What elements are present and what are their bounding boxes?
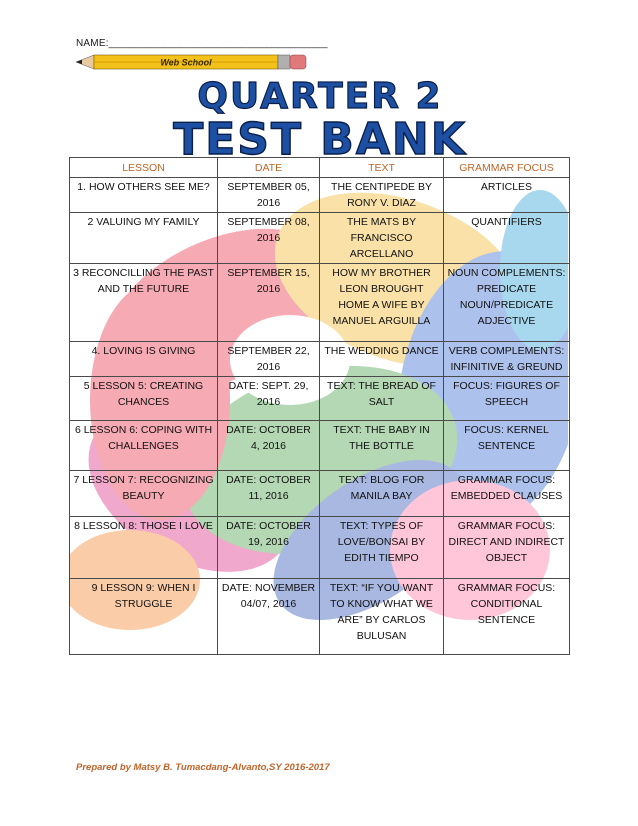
text-cell: TEXT: THE BREAD OF SALT: [320, 377, 444, 421]
text-cell: TEXT: BLOG FOR MANILA BAY: [320, 471, 444, 517]
grammar-focus-cell: ARTICLES: [444, 178, 570, 213]
grammar-focus-cell: FOCUS: FIGURES OF SPEECH: [444, 377, 570, 421]
table-row: [70, 178, 570, 213]
date-cell: SEPTEMBER 08, 2016: [218, 213, 320, 264]
lesson-cell: 9 LESSON 9: WHEN I STRUGGLE: [70, 579, 218, 655]
lesson-cell: 4. LOVING IS GIVING: [70, 342, 218, 377]
grammar-focus-cell: NOUN COMPLEMENTS: PREDICATE NOUN/PREDICATE ADJECTIVE: [444, 264, 570, 342]
grammar-focus-cell: QUANTIFIERS: [444, 213, 570, 264]
table-header-row: [70, 158, 570, 178]
table-row: [70, 342, 570, 377]
lesson-cell: 6 LESSON 6: COPING WITH CHALLENGES: [70, 421, 218, 471]
lesson-cell: 2 VALUING MY FAMILY: [70, 213, 218, 264]
date-cell: DATE: NOVEMBER 04/07, 2016: [218, 579, 320, 655]
column-header-text: TEXT: [320, 158, 444, 178]
lesson-cell: 8 LESSON 8: THOSE I LOVE: [70, 517, 218, 579]
pencil-logo: [76, 52, 308, 72]
column-header-lesson: LESSON: [70, 158, 218, 178]
text-cell: TEXT: TYPES OF LOVE/BONSAI BY EDITH TIEMPO: [320, 517, 444, 579]
test-bank-table: [69, 157, 570, 655]
table-row: [70, 421, 570, 471]
text-cell: THE CENTIPEDE BY RONY V. DIAZ: [320, 178, 444, 213]
title-line-2: TEST BANK: [173, 114, 467, 158]
date-cell: DATE: SEPT. 29, 2016: [218, 377, 320, 421]
lesson-cell: 3 RECONCILLING THE PAST AND THE FUTURE: [70, 264, 218, 342]
page-title: [120, 74, 520, 158]
lesson-cell: 7 LESSON 7: RECOGNIZING BEAUTY: [70, 471, 218, 517]
date-cell: SEPTEMBER 05, 2016: [218, 178, 320, 213]
table-row: [70, 471, 570, 517]
grammar-focus-cell: FOCUS: KERNEL SENTENCE: [444, 421, 570, 471]
date-cell: SEPTEMBER 15, 2016: [218, 264, 320, 342]
table-row: [70, 517, 570, 579]
grammar-focus-cell: VERB COMPLEMENTS: INFINITIVE & GREUND: [444, 342, 570, 377]
text-cell: THE MATS BY FRANCISCO ARCELLANO: [320, 213, 444, 264]
lesson-cell: 1. HOW OTHERS SEE ME?: [70, 178, 218, 213]
date-cell: SEPTEMBER 22, 2016: [218, 342, 320, 377]
grammar-focus-cell: GRAMMAR FOCUS: DIRECT AND INDIRECT OBJECT: [444, 517, 570, 579]
date-cell: DATE: OCTOBER 19, 2016: [218, 517, 320, 579]
grammar-focus-cell: GRAMMAR FOCUS: CONDITIONAL SENTENCE: [444, 579, 570, 655]
table-row: [70, 377, 570, 421]
grammar-focus-cell: GRAMMAR FOCUS: EMBEDDED CLAUSES: [444, 471, 570, 517]
text-cell: TEXT: “IF YOU WANT TO KNOW WHAT WE ARE” BY CARLOS BULUSAN: [320, 579, 444, 655]
title-line-1: QUARTER 2: [197, 76, 443, 117]
table-row: [70, 213, 570, 264]
date-cell: DATE: OCTOBER 11, 2016: [218, 471, 320, 517]
lesson-cell: 5 LESSON 5: CREATING CHANCES: [70, 377, 218, 421]
column-header-grammar-focus: GRAMMAR FOCUS: [444, 158, 570, 178]
text-cell: THE WEDDING DANCE: [320, 342, 444, 377]
text-cell: HOW MY BROTHER LEON BROUGHT HOME A WIFE BY MANUEL ARGUILLA: [320, 264, 444, 342]
table-row: [70, 264, 570, 342]
column-header-date: DATE: [218, 158, 320, 178]
table-row: [70, 579, 570, 655]
pencil-logo-text: Web School: [160, 57, 212, 68]
text-cell: TEXT: THE BABY IN THE BOTTLE: [320, 421, 444, 471]
prepared-by-footer: Prepared by Matsy B. Tumacdang-Alvanto,SY 2016-2017: [76, 762, 330, 773]
date-cell: DATE: OCTOBER 4, 2016: [218, 421, 320, 471]
name-field-label: NAME:______________________________________: [76, 38, 328, 49]
